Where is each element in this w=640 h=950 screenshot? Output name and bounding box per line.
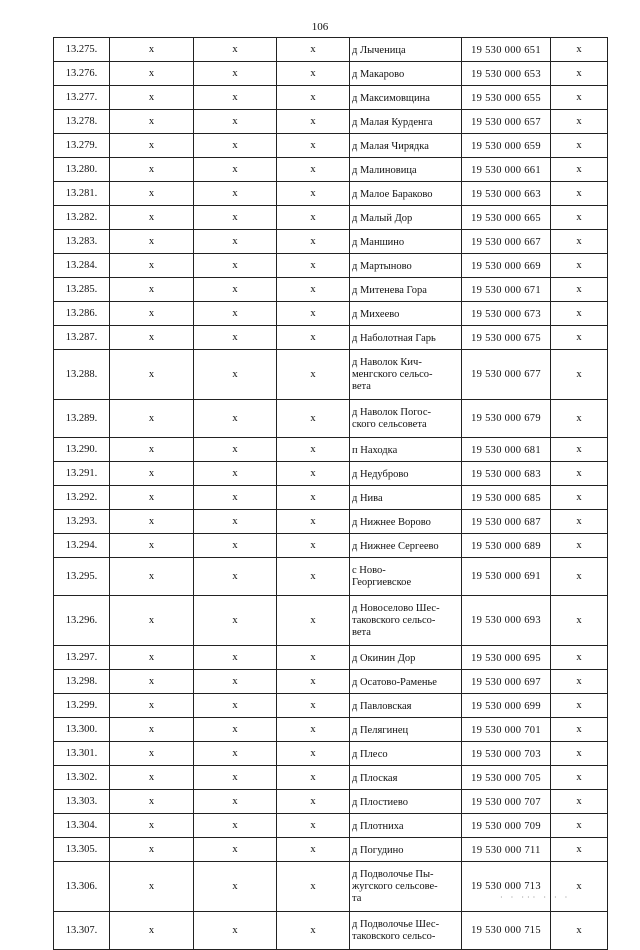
table-row xyxy=(54,438,608,462)
column-7-cell: x xyxy=(551,766,608,790)
settlement-name-cell: д Подволочье Шес- таковского сельсо- xyxy=(350,912,462,950)
row-number-cell: 13.295. xyxy=(54,558,110,596)
column-2-cell: x xyxy=(110,912,194,950)
column-2-cell: x xyxy=(110,400,194,438)
oktmo-code-cell: 19 530 000 691 xyxy=(462,558,551,596)
column-2-cell: x xyxy=(110,670,194,694)
table-row xyxy=(54,534,608,558)
row-number-cell: 13.298. xyxy=(54,670,110,694)
column-7-cell: x xyxy=(551,486,608,510)
column-3-cell: x xyxy=(194,694,277,718)
column-4-cell: x xyxy=(277,814,350,838)
row-number-cell: 13.297. xyxy=(54,646,110,670)
column-4-cell: x xyxy=(277,694,350,718)
column-4-cell: x xyxy=(277,838,350,862)
table-row xyxy=(54,558,608,596)
column-2-cell: x xyxy=(110,438,194,462)
table-row xyxy=(54,670,608,694)
column-4-cell: x xyxy=(277,206,350,230)
settlement-name-cell: д Погудино xyxy=(350,838,462,862)
table-row xyxy=(54,38,608,62)
column-3-cell: x xyxy=(194,302,277,326)
table-row xyxy=(54,86,608,110)
settlement-name-cell: д Новоселово Шес- таковского сельсо- вета xyxy=(350,596,462,646)
oktmo-code-cell: 19 530 000 665 xyxy=(462,206,551,230)
column-2-cell: x xyxy=(110,326,194,350)
row-number-cell: 13.290. xyxy=(54,438,110,462)
oktmo-code-cell: 19 530 000 653 xyxy=(462,62,551,86)
column-3-cell: x xyxy=(194,206,277,230)
settlement-name-cell: д Малый Дор xyxy=(350,206,462,230)
column-3-cell: x xyxy=(194,230,277,254)
column-7-cell: x xyxy=(551,38,608,62)
column-4-cell: x xyxy=(277,790,350,814)
column-2-cell: x xyxy=(110,558,194,596)
table-row xyxy=(54,230,608,254)
column-2-cell: x xyxy=(110,814,194,838)
column-7-cell: x xyxy=(551,596,608,646)
row-number-cell: 13.285. xyxy=(54,278,110,302)
row-number-cell: 13.303. xyxy=(54,790,110,814)
oktmo-code-cell: 19 530 000 699 xyxy=(462,694,551,718)
oktmo-code-cell: 19 530 000 659 xyxy=(462,134,551,158)
settlement-name-cell: д Наволок Погос- ского сельсовета xyxy=(350,400,462,438)
column-3-cell: x xyxy=(194,862,277,912)
column-3-cell: x xyxy=(194,254,277,278)
column-4-cell: x xyxy=(277,862,350,912)
column-2-cell: x xyxy=(110,862,194,912)
table-row xyxy=(54,254,608,278)
row-number-cell: 13.296. xyxy=(54,596,110,646)
row-number-cell: 13.279. xyxy=(54,134,110,158)
column-7-cell: x xyxy=(551,438,608,462)
table-row xyxy=(54,302,608,326)
oktmo-code-cell: 19 530 000 693 xyxy=(462,596,551,646)
column-3-cell: x xyxy=(194,486,277,510)
column-4-cell: x xyxy=(277,158,350,182)
column-4-cell: x xyxy=(277,462,350,486)
oktmo-code-cell: 19 530 000 713 xyxy=(462,862,551,912)
column-3-cell: x xyxy=(194,790,277,814)
settlement-name-cell: д Наболотная Гарь xyxy=(350,326,462,350)
settlement-name-cell: д Недуброво xyxy=(350,462,462,486)
column-2-cell: x xyxy=(110,510,194,534)
table-row xyxy=(54,158,608,182)
column-2-cell: x xyxy=(110,766,194,790)
row-number-cell: 13.282. xyxy=(54,206,110,230)
row-number-cell: 13.286. xyxy=(54,302,110,326)
row-number-cell: 13.301. xyxy=(54,742,110,766)
column-7-cell: x xyxy=(551,62,608,86)
column-7-cell: x xyxy=(551,254,608,278)
table-row xyxy=(54,462,608,486)
row-number-cell: 13.300. xyxy=(54,718,110,742)
column-7-cell: x xyxy=(551,510,608,534)
oktmo-code-cell: 19 530 000 695 xyxy=(462,646,551,670)
settlement-name-cell: д Лыченица xyxy=(350,38,462,62)
column-2-cell: x xyxy=(110,790,194,814)
column-7-cell: x xyxy=(551,838,608,862)
column-3-cell: x xyxy=(194,646,277,670)
column-4-cell: x xyxy=(277,438,350,462)
column-4-cell: x xyxy=(277,350,350,400)
table-row xyxy=(54,62,608,86)
column-4-cell: x xyxy=(277,596,350,646)
oktmo-code-cell: 19 530 000 661 xyxy=(462,158,551,182)
column-3-cell: x xyxy=(194,558,277,596)
column-2-cell: x xyxy=(110,38,194,62)
column-7-cell: x xyxy=(551,646,608,670)
column-3-cell: x xyxy=(194,766,277,790)
settlement-name-cell: д Плоская xyxy=(350,766,462,790)
column-2-cell: x xyxy=(110,206,194,230)
oktmo-code-cell: 19 530 000 703 xyxy=(462,742,551,766)
column-2-cell: x xyxy=(110,182,194,206)
column-4-cell: x xyxy=(277,182,350,206)
column-2-cell: x xyxy=(110,86,194,110)
column-2-cell: x xyxy=(110,838,194,862)
row-number-cell: 13.284. xyxy=(54,254,110,278)
column-2-cell: x xyxy=(110,646,194,670)
settlement-name-cell: д Нижнее Сергеево xyxy=(350,534,462,558)
settlement-name-cell: д Маншино xyxy=(350,230,462,254)
settlement-name-cell: д Мартыново xyxy=(350,254,462,278)
row-number-cell: 13.275. xyxy=(54,38,110,62)
column-3-cell: x xyxy=(194,62,277,86)
settlement-name-cell: д Михеево xyxy=(350,302,462,326)
settlement-name-cell: д Нижнее Ворово xyxy=(350,510,462,534)
column-4-cell: x xyxy=(277,742,350,766)
column-7-cell: x xyxy=(551,862,608,912)
column-3-cell: x xyxy=(194,596,277,646)
table-row xyxy=(54,350,608,400)
row-number-cell: 13.280. xyxy=(54,158,110,182)
column-7-cell: x xyxy=(551,230,608,254)
row-number-cell: 13.278. xyxy=(54,110,110,134)
settlement-name-cell: с Ново- Георгиевское xyxy=(350,558,462,596)
column-7-cell: x xyxy=(551,302,608,326)
column-4-cell: x xyxy=(277,38,350,62)
column-4-cell: x xyxy=(277,86,350,110)
oktmo-code-cell: 19 530 000 687 xyxy=(462,510,551,534)
column-7-cell: x xyxy=(551,158,608,182)
column-2-cell: x xyxy=(110,278,194,302)
table-row xyxy=(54,182,608,206)
column-2-cell: x xyxy=(110,62,194,86)
table-row xyxy=(54,510,608,534)
table-row xyxy=(54,206,608,230)
column-4-cell: x xyxy=(277,278,350,302)
table-row xyxy=(54,912,608,950)
column-2-cell: x xyxy=(110,302,194,326)
column-7-cell: x xyxy=(551,278,608,302)
column-2-cell: x xyxy=(110,134,194,158)
column-3-cell: x xyxy=(194,326,277,350)
oktmo-code-cell: 19 530 000 671 xyxy=(462,278,551,302)
column-3-cell: x xyxy=(194,158,277,182)
column-7-cell: x xyxy=(551,110,608,134)
row-number-cell: 13.291. xyxy=(54,462,110,486)
column-3-cell: x xyxy=(194,510,277,534)
settlement-registry-table xyxy=(53,37,608,950)
column-7-cell: x xyxy=(551,694,608,718)
settlement-name-cell: д Наволок Кич- менгского сельсо- вета xyxy=(350,350,462,400)
column-3-cell: x xyxy=(194,134,277,158)
row-number-cell: 13.305. xyxy=(54,838,110,862)
oktmo-code-cell: 19 530 000 709 xyxy=(462,814,551,838)
column-3-cell: x xyxy=(194,278,277,302)
table-row xyxy=(54,742,608,766)
oktmo-code-cell: 19 530 000 673 xyxy=(462,302,551,326)
row-number-cell: 13.281. xyxy=(54,182,110,206)
row-number-cell: 13.293. xyxy=(54,510,110,534)
column-3-cell: x xyxy=(194,182,277,206)
column-2-cell: x xyxy=(110,254,194,278)
table-row xyxy=(54,400,608,438)
oktmo-code-cell: 19 530 000 697 xyxy=(462,670,551,694)
column-3-cell: x xyxy=(194,462,277,486)
column-3-cell: x xyxy=(194,838,277,862)
oktmo-code-cell: 19 530 000 683 xyxy=(462,462,551,486)
row-number-cell: 13.292. xyxy=(54,486,110,510)
settlement-name-cell: д Окинин Дор xyxy=(350,646,462,670)
column-4-cell: x xyxy=(277,534,350,558)
settlement-name-cell: д Максимовщина xyxy=(350,86,462,110)
settlement-name-cell: д Макарово xyxy=(350,62,462,86)
column-7-cell: x xyxy=(551,86,608,110)
row-number-cell: 13.289. xyxy=(54,400,110,438)
settlement-name-cell: д Плесо xyxy=(350,742,462,766)
column-7-cell: x xyxy=(551,558,608,596)
column-3-cell: x xyxy=(194,742,277,766)
table-row xyxy=(54,718,608,742)
table-row xyxy=(54,134,608,158)
column-3-cell: x xyxy=(194,814,277,838)
oktmo-code-cell: 19 530 000 655 xyxy=(462,86,551,110)
column-2-cell: x xyxy=(110,158,194,182)
column-4-cell: x xyxy=(277,912,350,950)
oktmo-code-cell: 19 530 000 681 xyxy=(462,438,551,462)
column-4-cell: x xyxy=(277,766,350,790)
column-4-cell: x xyxy=(277,646,350,670)
column-7-cell: x xyxy=(551,534,608,558)
column-7-cell: x xyxy=(551,326,608,350)
column-2-cell: x xyxy=(110,350,194,400)
column-4-cell: x xyxy=(277,326,350,350)
column-7-cell: x xyxy=(551,462,608,486)
column-4-cell: x xyxy=(277,510,350,534)
row-number-cell: 13.283. xyxy=(54,230,110,254)
table-row xyxy=(54,790,608,814)
column-4-cell: x xyxy=(277,254,350,278)
column-4-cell: x xyxy=(277,486,350,510)
settlement-name-cell: п Находка xyxy=(350,438,462,462)
row-number-cell: 13.304. xyxy=(54,814,110,838)
settlement-name-cell: д Осатово-Раменье xyxy=(350,670,462,694)
column-7-cell: x xyxy=(551,912,608,950)
oktmo-code-cell: 19 530 000 715 xyxy=(462,912,551,950)
table-body xyxy=(54,38,608,950)
column-2-cell: x xyxy=(110,110,194,134)
row-number-cell: 13.307. xyxy=(54,912,110,950)
column-2-cell: x xyxy=(110,596,194,646)
row-number-cell: 13.294. xyxy=(54,534,110,558)
table-row xyxy=(54,278,608,302)
row-number-cell: 13.276. xyxy=(54,62,110,86)
settlement-name-cell: д Павловская xyxy=(350,694,462,718)
column-7-cell: x xyxy=(551,718,608,742)
column-2-cell: x xyxy=(110,534,194,558)
settlement-name-cell: д Плотниха xyxy=(350,814,462,838)
oktmo-code-cell: 19 530 000 707 xyxy=(462,790,551,814)
table-row xyxy=(54,326,608,350)
table-row xyxy=(54,694,608,718)
column-4-cell: x xyxy=(277,134,350,158)
column-7-cell: x xyxy=(551,400,608,438)
oktmo-code-cell: 19 530 000 701 xyxy=(462,718,551,742)
oktmo-code-cell: 19 530 000 667 xyxy=(462,230,551,254)
column-7-cell: x xyxy=(551,790,608,814)
column-3-cell: x xyxy=(194,670,277,694)
oktmo-code-cell: 19 530 000 675 xyxy=(462,326,551,350)
row-number-cell: 13.287. xyxy=(54,326,110,350)
row-number-cell: 13.288. xyxy=(54,350,110,400)
table-row xyxy=(54,766,608,790)
oktmo-code-cell: 19 530 000 677 xyxy=(462,350,551,400)
oktmo-code-cell: 19 530 000 663 xyxy=(462,182,551,206)
table-row xyxy=(54,646,608,670)
oktmo-code-cell: 19 530 000 685 xyxy=(462,486,551,510)
scan-artifact: · · ··· · · · xyxy=(500,893,571,902)
table-row xyxy=(54,838,608,862)
column-2-cell: x xyxy=(110,742,194,766)
column-2-cell: x xyxy=(110,486,194,510)
column-7-cell: x xyxy=(551,670,608,694)
column-3-cell: x xyxy=(194,400,277,438)
column-2-cell: x xyxy=(110,230,194,254)
column-2-cell: x xyxy=(110,462,194,486)
column-4-cell: x xyxy=(277,400,350,438)
column-3-cell: x xyxy=(194,350,277,400)
column-3-cell: x xyxy=(194,438,277,462)
column-4-cell: x xyxy=(277,230,350,254)
table-row xyxy=(54,862,608,912)
settlement-name-cell: д Плостиево xyxy=(350,790,462,814)
oktmo-code-cell: 19 530 000 679 xyxy=(462,400,551,438)
column-7-cell: x xyxy=(551,742,608,766)
page-number: 106 xyxy=(311,21,329,33)
row-number-cell: 13.306. xyxy=(54,862,110,912)
settlement-name-cell: д Подволочье Пы- жугского сельсове- та xyxy=(350,862,462,912)
oktmo-code-cell: 19 530 000 705 xyxy=(462,766,551,790)
column-3-cell: x xyxy=(194,110,277,134)
row-number-cell: 13.299. xyxy=(54,694,110,718)
column-4-cell: x xyxy=(277,670,350,694)
settlement-name-cell: д Малая Курденга xyxy=(350,110,462,134)
settlement-name-cell: д Нива xyxy=(350,486,462,510)
table-row xyxy=(54,814,608,838)
oktmo-code-cell: 19 530 000 711 xyxy=(462,838,551,862)
table-row xyxy=(54,596,608,646)
oktmo-code-cell: 19 530 000 669 xyxy=(462,254,551,278)
settlement-name-cell: д Малое Бараково xyxy=(350,182,462,206)
oktmo-code-cell: 19 530 000 657 xyxy=(462,110,551,134)
row-number-cell: 13.302. xyxy=(54,766,110,790)
column-7-cell: x xyxy=(551,134,608,158)
oktmo-code-cell: 19 530 000 689 xyxy=(462,534,551,558)
settlement-name-cell: д Малая Чирядка xyxy=(350,134,462,158)
column-7-cell: x xyxy=(551,206,608,230)
column-2-cell: x xyxy=(110,718,194,742)
settlement-name-cell: д Малиновица xyxy=(350,158,462,182)
column-4-cell: x xyxy=(277,62,350,86)
column-4-cell: x xyxy=(277,302,350,326)
settlement-name-cell: д Пелягинец xyxy=(350,718,462,742)
column-3-cell: x xyxy=(194,912,277,950)
column-3-cell: x xyxy=(194,38,277,62)
column-3-cell: x xyxy=(194,534,277,558)
column-7-cell: x xyxy=(551,814,608,838)
column-3-cell: x xyxy=(194,718,277,742)
column-4-cell: x xyxy=(277,718,350,742)
row-number-cell: 13.277. xyxy=(54,86,110,110)
oktmo-code-cell: 19 530 000 651 xyxy=(462,38,551,62)
column-3-cell: x xyxy=(194,86,277,110)
column-7-cell: x xyxy=(551,182,608,206)
settlement-name-cell: д Митенева Гора xyxy=(350,278,462,302)
column-2-cell: x xyxy=(110,694,194,718)
column-7-cell: x xyxy=(551,350,608,400)
table-row xyxy=(54,486,608,510)
table-row xyxy=(54,110,608,134)
column-4-cell: x xyxy=(277,558,350,596)
column-4-cell: x xyxy=(277,110,350,134)
